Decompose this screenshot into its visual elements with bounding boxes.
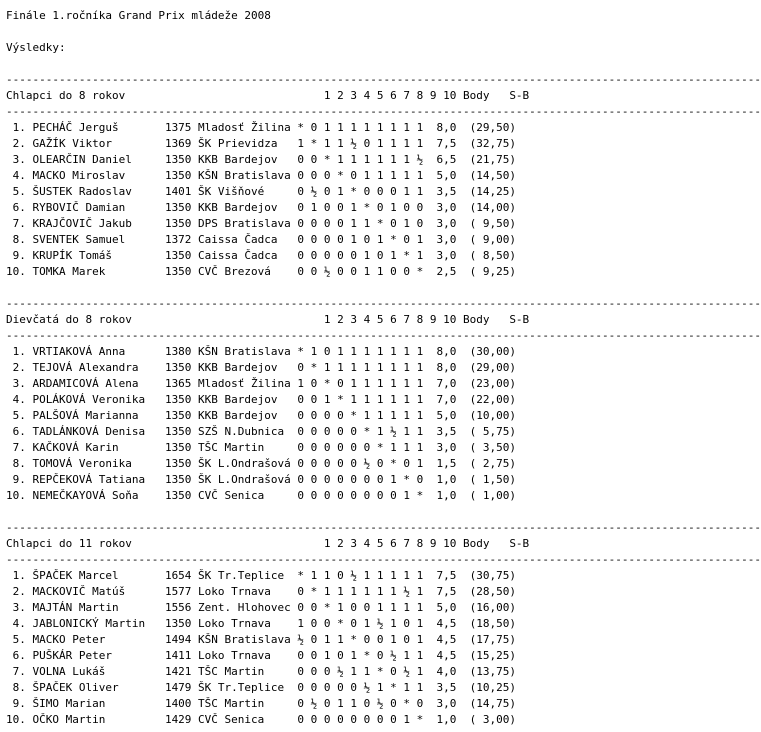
table-row: 5. ŠUSTEK Radoslav 1401 ŠK Višňové 0 ½ 0 1 * 0 0 0 1 1 3,5 (14,25) xyxy=(6,185,516,198)
results-label: Výsledky: xyxy=(6,41,66,54)
table-row: 2. GAŽÍK Viktor 1369 ŠK Prievidza 1 * 1 1 ½ 0 1 1 1 1 7,5 (32,75) xyxy=(6,137,516,150)
table-row: 6. TADLÁNKOVÁ Denisa 1350 SZŠ N.Dubnica 0 0 0 0 0 * 1 ½ 1 1 3,5 ( 5,75) xyxy=(6,425,516,438)
table-row: 2. TEJOVÁ Alexandra 1350 KKB Bardejov 0 * 1 1 1 1 1 1 1 1 8,0 (29,00) xyxy=(6,361,516,374)
table-row: 5. PALŠOVÁ Marianna 1350 KKB Bardejov 0 0 0 0 * 1 1 1 1 1 5,0 (10,00) xyxy=(6,409,516,422)
table-row: 1. PECHÁČ Jerguš 1375 Mladosť Žilina * 0 1 1 1 1 1 1 1 1 8,0 (29,50) xyxy=(6,121,516,134)
table-row: 4. MACKO Miroslav 1350 KŠN Bratislava 0 0 0 * 0 1 1 1 1 1 5,0 (14,50) xyxy=(6,169,516,182)
separator: ------------------------------------------------------------------------------------------------------------------ xyxy=(6,329,761,342)
table-row: 1. VRTIAKOVÁ Anna 1380 KŠN Bratislava * 1 0 1 1 1 1 1 1 1 8,0 (30,00) xyxy=(6,345,516,358)
table-row: 10. OČKO Martin 1429 CVČ Senica 0 0 0 0 0 0 0 0 1 * 1,0 ( 3,00) xyxy=(6,713,516,726)
table-row: 5. MACKO Peter 1494 KŠN Bratislava ½ 0 1 1 * 0 0 1 0 1 4,5 (17,75) xyxy=(6,633,516,646)
section-header: Dievčatá do 8 rokov 1 2 3 4 5 6 7 8 9 10 Body S-B xyxy=(6,313,530,326)
section-header: Chlapci do 11 rokov 1 2 3 4 5 6 7 8 9 10 Body S-B xyxy=(6,537,530,550)
table-row: 3. OLEARČIN Daniel 1350 KKB Bardejov 0 0 * 1 1 1 1 1 1 ½ 6,5 (21,75) xyxy=(6,153,516,166)
separator: ------------------------------------------------------------------------------------------------------------------ xyxy=(6,297,761,310)
table-row: 8. ŠPAČEK Oliver 1479 ŠK Tr.Teplice 0 0 0 0 0 ½ 1 * 1 1 3,5 (10,25) xyxy=(6,681,516,694)
table-row: 2. MACKOVIČ Matúš 1577 Loko Trnava 0 * 1 1 1 1 1 1 ½ 1 7,5 (28,50) xyxy=(6,585,516,598)
table-row: 8. SVENTEK Samuel 1372 Caissa Čadca 0 0 0 0 1 0 1 * 0 1 3,0 ( 9,00) xyxy=(6,233,516,246)
table-row: 4. POLÁKOVÁ Veronika 1350 KKB Bardejov 0 0 1 * 1 1 1 1 1 1 7,0 (22,00) xyxy=(6,393,516,406)
separator: ------------------------------------------------------------------------------------------------------------------ xyxy=(6,73,761,86)
table-row: 9. REPČEKOVÁ Tatiana 1350 ŠK L.Ondrašová 0 0 0 0 0 0 0 1 * 0 1,0 ( 1,50) xyxy=(6,473,516,486)
table-row: 7. KRAJČOVIČ Jakub 1350 DPS Bratislava 0 0 0 0 1 1 * 0 1 0 3,0 ( 9,50) xyxy=(6,217,516,230)
separator: ------------------------------------------------------------------------------------------------------------------ xyxy=(6,521,761,534)
table-row: 9. ŠIMO Marian 1400 TŠC Martin 0 ½ 0 1 1 0 ½ 0 * 0 3,0 (14,75) xyxy=(6,697,516,710)
table-row: 3. MAJTÁN Martin 1556 Zent. Hlohovec 0 0 * 1 0 0 1 1 1 1 5,0 (16,00) xyxy=(6,601,516,614)
separator: ------------------------------------------------------------------------------------------------------------------ xyxy=(6,105,761,118)
table-row: 7. KAČKOVÁ Karin 1350 TŠC Martin 0 0 0 0 0 0 * 1 1 1 3,0 ( 3,50) xyxy=(6,441,516,454)
section-header: Chlapci do 8 rokov 1 2 3 4 5 6 7 8 9 10 Body S-B xyxy=(6,89,530,102)
table-row: 8. TOMOVÁ Veronika 1350 ŠK L.Ondrašová 0 0 0 0 0 ½ 0 * 0 1 1,5 ( 2,75) xyxy=(6,457,516,470)
table-row: 4. JABLONICKÝ Martin 1350 Loko Trnava 1 0 0 * 0 1 ½ 1 0 1 4,5 (18,50) xyxy=(6,617,516,630)
table-row: 10. NEMEČKAYOVÁ Soňa 1350 CVČ Senica 0 0 0 0 0 0 0 0 1 * 1,0 ( 1,00) xyxy=(6,489,516,502)
table-row: 1. ŠPAČEK Marcel 1654 ŠK Tr.Teplice * 1 1 0 ½ 1 1 1 1 1 7,5 (30,75) xyxy=(6,569,516,582)
table-row: 7. VOLNA Lukáš 1421 TŠC Martin 0 0 0 ½ 1 1 * 0 ½ 1 4,0 (13,75) xyxy=(6,665,516,678)
table-row: 10. TOMKA Marek 1350 CVČ Brezová 0 0 ½ 0 0 1 1 0 0 * 2,5 ( 9,25) xyxy=(6,265,516,278)
table-row: 3. ARDAMICOVÁ Alena 1365 Mladosť Žilina 1 0 * 0 1 1 1 1 1 1 7,0 (23,00) xyxy=(6,377,516,390)
separator: ------------------------------------------------------------------------------------------------------------------ xyxy=(6,553,761,566)
table-row: 9. KRUPÍK Tomáš 1350 Caissa Čadca 0 0 0 0 0 1 0 1 * 1 3,0 ( 8,50) xyxy=(6,249,516,262)
table-row: 6. RYBOVIČ Damian 1350 KKB Bardejov 0 1 0 0 1 * 0 1 0 0 3,0 (14,00) xyxy=(6,201,516,214)
table-row: 6. PUŠKÁR Peter 1411 Loko Trnava 0 0 1 0 1 * 0 ½ 1 1 4,5 (15,25) xyxy=(6,649,516,662)
page-title: Finále 1.ročníka Grand Prix mládeže 2008 xyxy=(6,9,271,22)
